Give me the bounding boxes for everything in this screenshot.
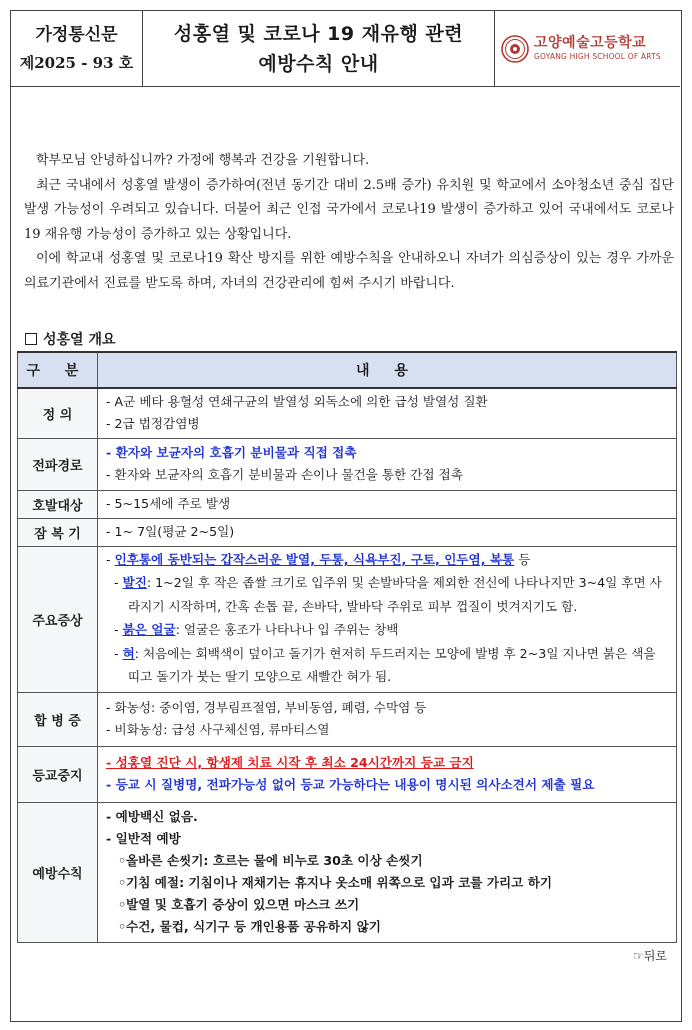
school-name-english: GOYANG HIGH SCHOOL OF ARTS: [534, 52, 661, 61]
row-label: 주요증상: [18, 547, 98, 693]
newsletter-page: [10, 10, 682, 1022]
title-line-1: 성홍열 및 코로나 19 재유행 관련: [173, 22, 464, 45]
text-line: - 일반적 예방: [106, 830, 181, 846]
newsletter-label: 가정통신문: [35, 24, 118, 45]
intro-paragraph-1: 학부모님 안녕하십니까? 가정에 행복과 건강을 기원합니다.: [36, 153, 370, 168]
text-line: - 성홍열 진단 시, 항생제 치료 시작 후 최소 24시간까지 등교 금지: [106, 754, 474, 770]
row-label: 호발대상: [18, 491, 98, 519]
title-line-2: 예방수칙 안내: [258, 52, 379, 75]
text-line: - 비화농성: 급성 사구체신염, 류마티스열: [106, 721, 330, 737]
text-line: - 발진: 1~2일 후 작은 좁쌀 크기로 입주위 및 손발바닥을 제외한 전신에 나타나지만 3~4일 후면 사라지기 시작하며, 간혹 손톱 끝, 손바닥, 발바닥 주위로 피부 껍질이 벗겨지기도 함.: [114, 575, 662, 614]
section-title: [25, 329, 116, 349]
checkbox-square-icon: [25, 333, 37, 345]
text-line: - 환자와 보균자의 호흡기 분비물과 손이나 물건을 통한 간접 접촉: [106, 467, 463, 482]
row-target: [18, 491, 677, 519]
row-content: [98, 802, 677, 942]
row-label: 전파경로: [18, 439, 98, 491]
emphasis-text: 발진: [122, 575, 147, 590]
text-line: - 화농성: 중이염, 경부림프절염, 부비동염, 폐렴, 수막염 등: [106, 699, 427, 715]
back-link[interactable]: ☞뒤로: [633, 949, 667, 963]
row-label: 잠 복 기: [18, 519, 98, 547]
row-complications: [18, 692, 677, 746]
row-content: [98, 439, 677, 491]
title-box: [143, 11, 495, 86]
row-content: [98, 491, 677, 519]
text-line: - 5~15세에 주로 발생: [106, 496, 231, 511]
text-line: ◦올바른 손씻기: 흐르는 물에 비누로 30초 이상 손씻기: [118, 852, 423, 868]
row-symptoms: [18, 547, 677, 693]
table-header-row: [18, 352, 677, 388]
row-content: [98, 547, 677, 693]
text-line: - 붉은 얼굴: 얼굴은 홍조가 나타나나 입 주위는 창백: [114, 622, 399, 637]
header: [11, 11, 680, 87]
school-seal-icon: [501, 35, 529, 63]
school-name-korean: 고양예술고등학교: [534, 35, 647, 51]
header-category: 구 분: [18, 352, 98, 388]
overview-table: [17, 351, 677, 943]
text-line: ◦수건, 물컵, 식기구 등 개인용품 공유하지 않기: [118, 918, 381, 934]
header-content: 내 용: [98, 352, 677, 388]
text-line: - 인후통에 동반되는 갑작스러운 발열, 두통, 식욕부진, 구토, 인두염, 복통 등: [106, 552, 531, 567]
emphasis-text: 혀: [122, 645, 135, 661]
intro-text: [24, 149, 674, 296]
emphasis-text: 붉은 얼굴: [122, 622, 176, 637]
intro-paragraph-2: 최근 국내에서 성홍열 발생이 증가하여(전년 동기간 대비 2.5배 증가) 유치원 및 학교에서 소아청소년 중심 집단 발생 가능성이 우려되고 있습니다. 더불어 최근 인접 국가에서 코로나19 발생이 증가하고 있어 국내에서도 코로나 19 재유행 가능성이 증가하고 있는 상황입니다.: [24, 177, 674, 242]
row-transmission: [18, 439, 677, 491]
row-definition: [18, 388, 677, 439]
row-label: 예방수칙: [18, 802, 98, 942]
text-line: - 환자와 보균자의 호흡기 분비물과 직접 접촉: [106, 445, 357, 460]
row-incubation: [18, 519, 677, 547]
issue-number: 제2025 - 93 호: [19, 53, 134, 72]
row-content: [98, 388, 677, 439]
section-title-text: 성홍열 개요: [43, 332, 116, 348]
row-label: 등교중지: [18, 746, 98, 802]
text-line: ◦기침 예절: 기침이나 재채기는 휴지나 옷소매 위쪽으로 입과 코를 가리고 하기: [118, 874, 553, 890]
text-line: - 등교 시 질병명, 전파가능성 없어 등교 가능하다는 내용이 명시된 의사소견서 제출 필요: [106, 776, 595, 792]
text-line: - 2급 법정감염병: [106, 416, 200, 431]
row-label: 합 병 증: [18, 692, 98, 746]
row-label: 정 의: [18, 388, 98, 439]
row-school-stop: [18, 746, 677, 802]
row-content: [98, 746, 677, 802]
row-content: [98, 519, 677, 547]
text-line: - 혀: 처음에는 회백색이 덮이고 돌기가 현저히 두드러지는 모양에 발병 후 2~3일 지나면 붉은 색을 띠고 돌기가 붓는 딸기 모양으로 새빨간 혀가 됨.: [114, 645, 656, 684]
row-content: [98, 692, 677, 746]
issue-box: [11, 11, 143, 86]
text-line: - 1~ 7일(평균 2~5일): [106, 524, 235, 539]
text-line: - 예방백신 없음.: [106, 808, 198, 824]
text-line: - A군 베타 용혈성 연쇄구균의 발열성 외독소에 의한 급성 발열성 질환: [106, 394, 488, 409]
text-line: ◦발열 및 호흡기 증상이 있으면 마스크 쓰기: [118, 896, 360, 912]
intro-paragraph-3: 이에 학교내 성홍열 및 코로나19 확산 방지를 위한 예방수칙을 안내하오니 자녀가 의심증상이 있는 경우 가까운 의료기관에서 진료를 받도록 하며, 자녀의 건강관리에 힘써 주시기 바랍니다.: [24, 251, 674, 291]
emphasis-text: 인후통에 동반되는 갑작스러운 발열, 두통, 식욕부진, 구토, 인두염, 복통: [114, 552, 515, 567]
row-prevention: [18, 802, 677, 942]
school-logo: [495, 11, 680, 86]
